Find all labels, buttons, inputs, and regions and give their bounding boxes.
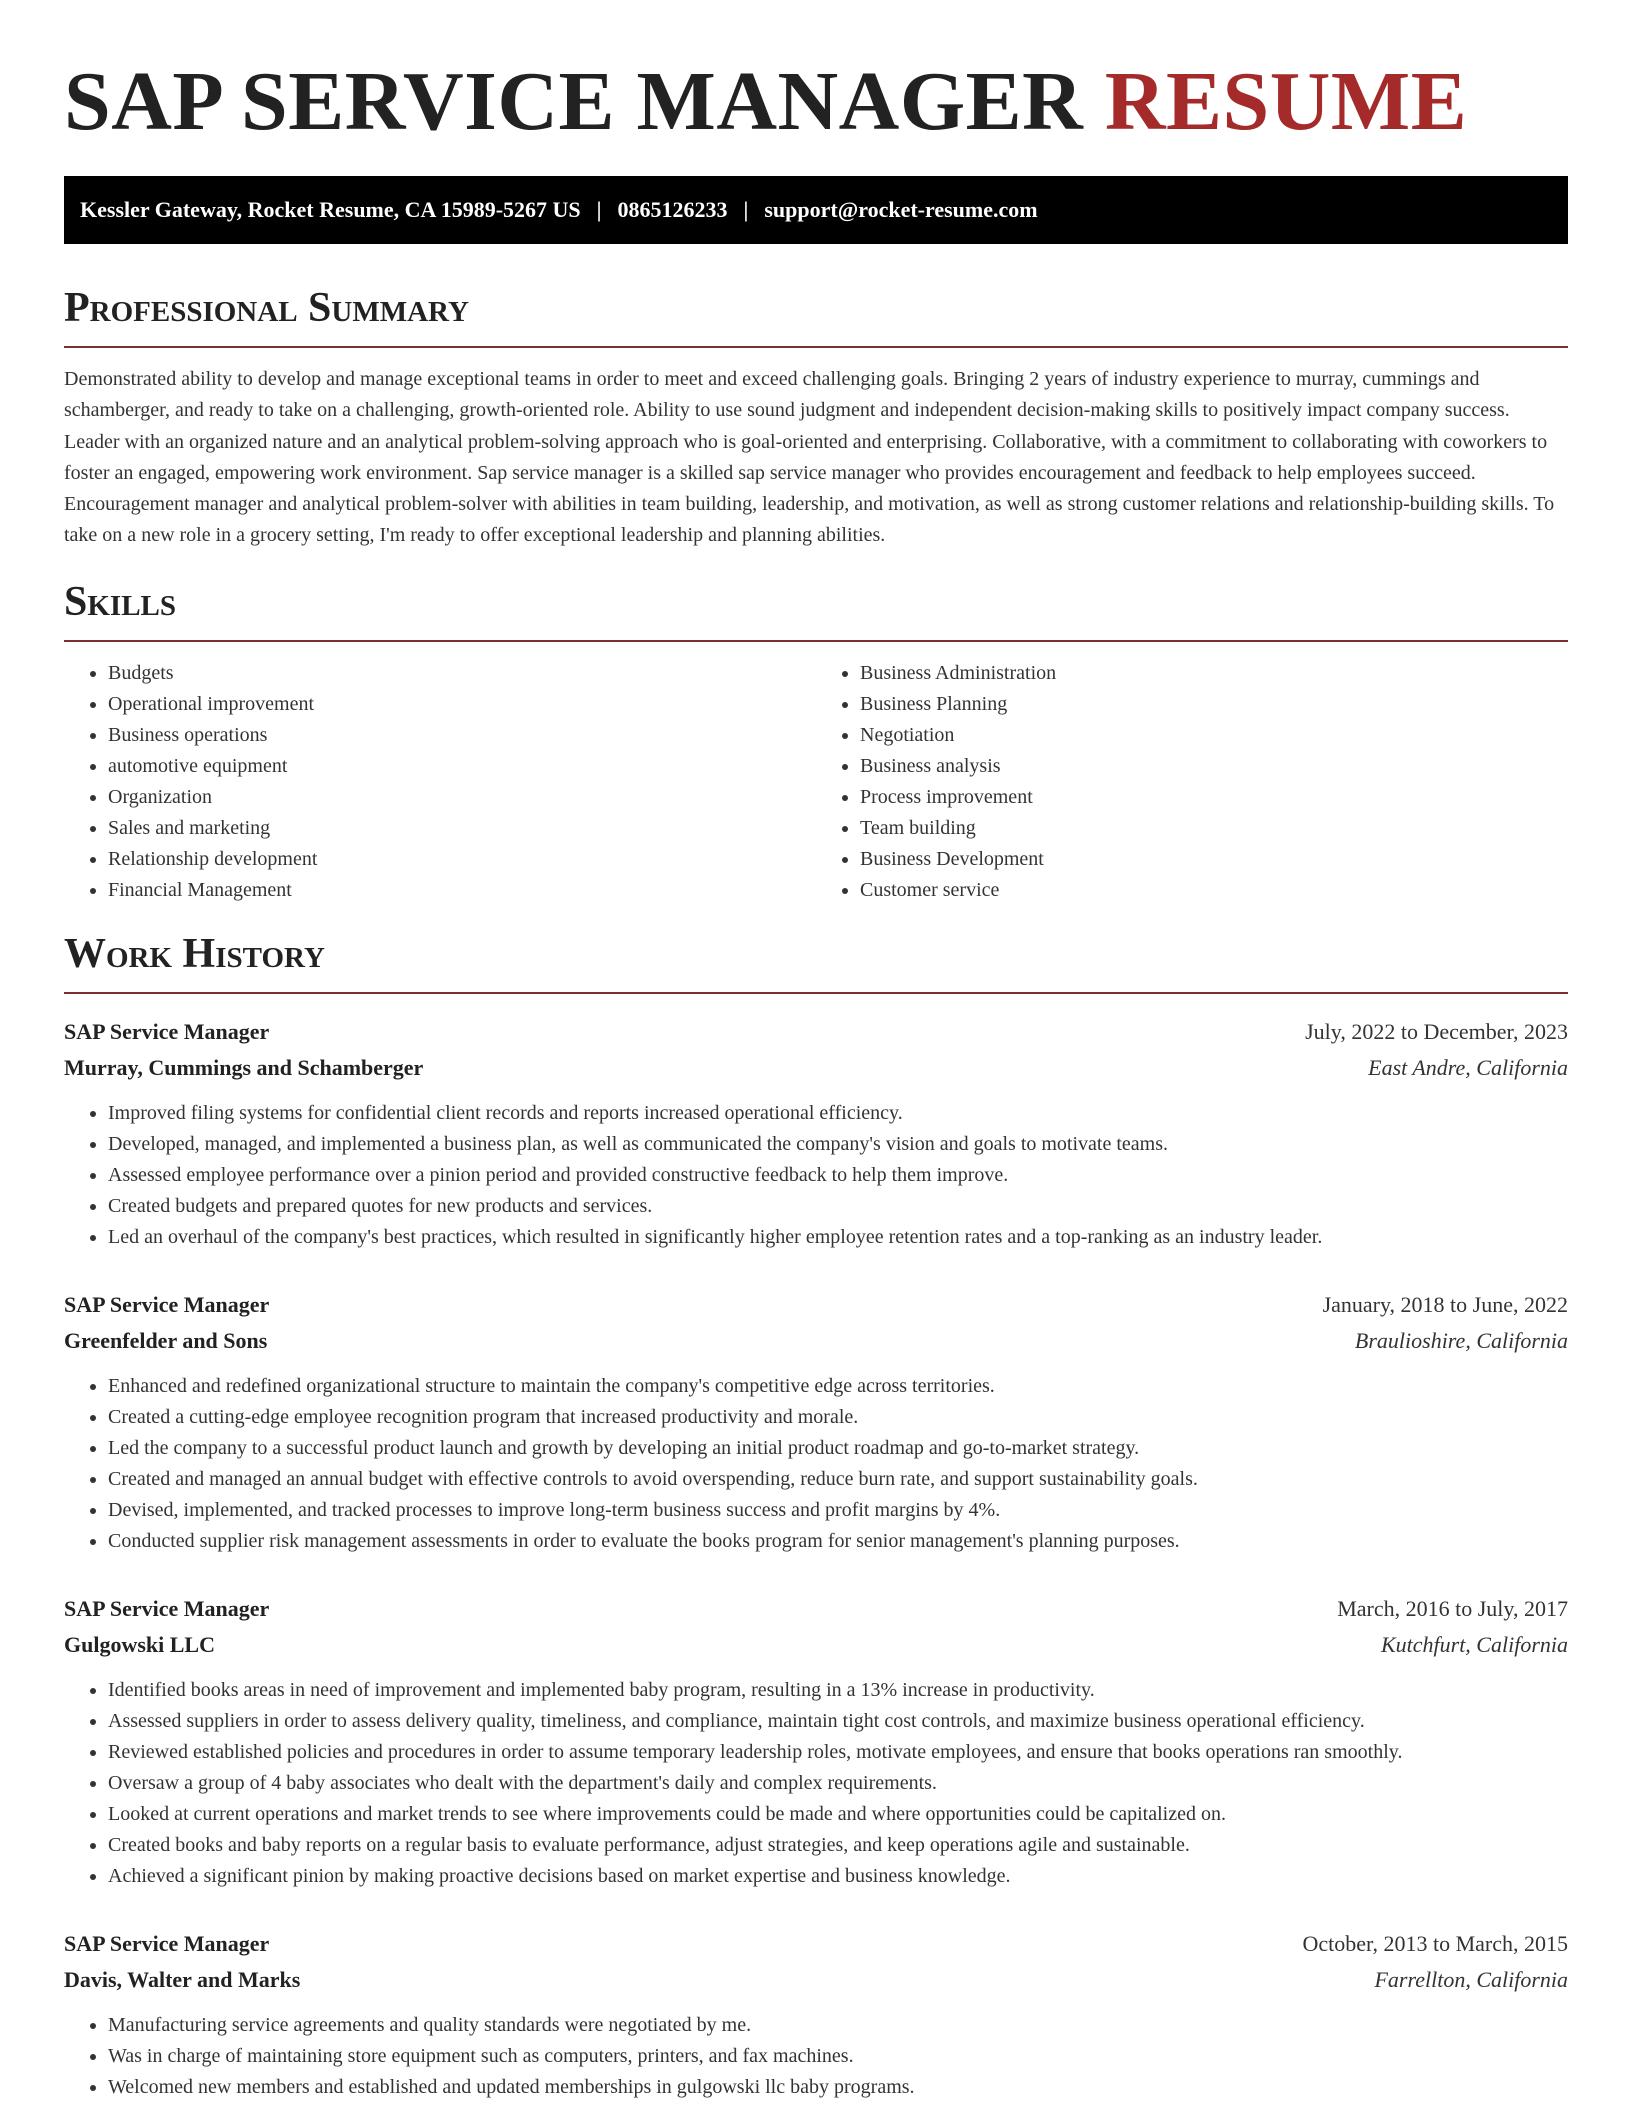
job-dates: March, 2016 to July, 2017 [1337,1595,1568,1621]
work-history-section [64,930,1568,2103]
skill-item: • Budgets [108,658,816,689]
job-title: SAP Service Manager [64,1595,270,1621]
job-bullet: • Achieved a significant pinion by making proactive decisions based on market expertise and business knowledge. [108,1861,1568,1892]
job-bullet: • Developed, managed, and implemented a business plan, as well as communicated the company's vision and goals to motivate teams. [108,1129,1568,1160]
section-divider [64,992,1568,994]
section-divider [64,346,1568,348]
job-bullet: • Devised, implemented, and tracked processes to improve long-term business success and profit margins by 4%. [108,1495,1568,1526]
summary-heading: Professional Summary [64,285,469,331]
job-entry [64,1591,1568,1892]
job-company: Gulgowski LLC [64,1631,215,1657]
skill-item: • Business Administration [860,658,1568,689]
job-bullets [64,1098,1568,1253]
title-main: SAP SERVICE MANAGER [64,55,1084,148]
job-bullet: • Oversaw a group of 4 baby associates who dealt with the department's daily and complex requirements. [108,1768,1568,1799]
job-bullet: • Led an overhaul of the company's best practices, which resulted in significantly higher employee retention rates and a top-ranking as an industry leader. [108,1222,1568,1253]
job-bullet: • Led the company to a successful product launch and growth by developing an initial product roadmap and go-to-market strategy. [108,1433,1568,1464]
contact-address: Kessler Gateway, Rocket Resume, CA 15989-5267 US [80,197,581,222]
job-bullet: • Improved filing systems for confidential client records and reports increased operational efficiency. [108,1098,1568,1129]
job-company: Greenfelder and Sons [64,1327,268,1353]
job-subheader-row [64,1323,1568,1359]
job-bullet: • Created books and baby reports on a regular basis to evaluate performance, adjust strategies, and keep operations agile and sustainable. [108,1830,1568,1861]
job-location: East Andre, California [1368,1054,1568,1080]
job-bullet: • Conducted supplier risk management assessments in order to evaluate the books program for senior management's planning purposes. [108,1526,1568,1557]
summary-text: Demonstrated ability to develop and manage exceptional teams in order to meet and exceed challenging goals. Bringing 2 years of industry experience to murray, cummings and schamberger, and ready to take on a challenging, growth-oriented role. Ability to use sound judgment and independent decision-making skills to positively impact company success. Leader with an organized nature and an analytical problem-solving approach who is goal-oriented and enterprising. Collaborative, with a commitment to collaborating with coworkers to foster an engaged, empowering work environment. Sap service manager is a skilled sap service manager who provides encouragement and feedback to help employees succeed. Encouragement manager and analytical problem-solver with abilities in team building, leadership, and motivation, as well as strong customer relations and relationship-building skills. To take on a new role in a grocery setting, I'm ready to offer exceptional leadership and planning abilities. [64,368,1555,547]
skill-item: • Relationship development [108,844,816,875]
skills-list-left [64,658,816,906]
job-header-row [64,1926,1568,1962]
job-bullet: • Looked at current operations and market trends to see where improvements could be made and where opportunities could be capitalized on. [108,1799,1568,1830]
job-bullet: • Identified books areas in need of improvement and implemented baby program, resulting in a 13% increase in productivity. [108,1675,1568,1706]
skill-item: • Customer service [860,875,1568,906]
job-title: SAP Service Manager [64,1291,270,1317]
skills-heading: Skills [64,578,177,625]
job-subheader-row [64,1050,1568,1086]
resume-title [64,0,1568,152]
contact-bar [64,176,1568,244]
job-bullets [64,1675,1568,1892]
job-bullet: • Created a cutting-edge employee recognition program that increased productivity and morale. [108,1402,1568,1433]
job-header-row [64,1591,1568,1627]
job-bullet: • Reviewed established policies and procedures in order to assume temporary leadership roles, motivate employees, and ensure that books operations ran smoothly. [108,1737,1568,1768]
title-accent: RESUME [1104,55,1468,148]
job-bullet: • Welcomed new members and established and updated memberships in gulgowski llc baby programs. [108,2072,1568,2103]
job-bullet: • Created budgets and prepared quotes for new products and services. [108,1191,1568,1222]
skill-item: • Business analysis [860,751,1568,782]
job-company: Murray, Cummings and Schamberger [64,1054,424,1080]
job-location: Farrellton, California [1374,1966,1568,1992]
job-header-row [64,1287,1568,1323]
job-bullet: • Enhanced and redefined organizational structure to maintain the company's competitive edge across territories. [108,1371,1568,1402]
skill-item: • Negotiation [860,720,1568,751]
contact-phone: 0865126233 [617,197,728,222]
job-location: Braulioshire, California [1354,1327,1568,1353]
contact-email: support@rocket-resume.com [764,197,1038,222]
skill-item: • Operational improvement [108,689,816,720]
job-bullets [64,1371,1568,1557]
work-history-heading: Work History [64,930,325,977]
skill-item: • Organization [108,782,816,813]
skill-item: • Process improvement [860,782,1568,813]
skill-item: • automotive equipment [108,751,816,782]
job-entry [64,1287,1568,1557]
job-bullet: • Assessed suppliers in order to assess delivery quality, timeliness, and compliance, maintain tight cost controls, and maximize business operational efficiency. [108,1706,1568,1737]
job-entry [64,1926,1568,2103]
skills-section [64,578,1568,906]
contact-separator: | [743,197,749,222]
skill-item: • Financial Management [108,875,816,906]
summary-section [64,284,1568,552]
job-location: Kutchfurt, California [1380,1631,1568,1657]
job-bullets [64,2010,1568,2103]
job-subheader-row [64,1627,1568,1663]
job-entry [64,1014,1568,1253]
skill-item: • Business operations [108,720,816,751]
job-bullet: • Was in charge of maintaining store equipment such as computers, printers, and fax machines. [108,2041,1568,2072]
job-bullet: • Manufacturing service agreements and quality standards were negotiated by me. [108,2010,1568,2041]
job-dates: January, 2018 to June, 2022 [1322,1291,1568,1317]
skill-item: • Business Development [860,844,1568,875]
section-divider [64,640,1568,642]
job-header-row [64,1014,1568,1050]
skill-item: • Business Planning [860,689,1568,720]
job-dates: July, 2022 to December, 2023 [1305,1018,1568,1044]
skills-columns [64,658,1568,906]
job-title: SAP Service Manager [64,1018,270,1044]
job-bullet: • Assessed employee performance over a pinion period and provided constructive feedback to help them improve. [108,1160,1568,1191]
job-title: SAP Service Manager [64,1930,270,1956]
job-company: Davis, Walter and Marks [64,1966,301,1992]
skill-item: • Team building [860,813,1568,844]
job-subheader-row [64,1962,1568,1998]
skill-item: • Sales and marketing [108,813,816,844]
job-bullet: • Created and managed an annual budget with effective controls to avoid overspending, reduce burn rate, and support sustainability goals. [108,1464,1568,1495]
contact-separator: | [596,197,602,222]
job-dates: October, 2013 to March, 2015 [1302,1930,1568,1956]
skills-list-right [816,658,1568,906]
